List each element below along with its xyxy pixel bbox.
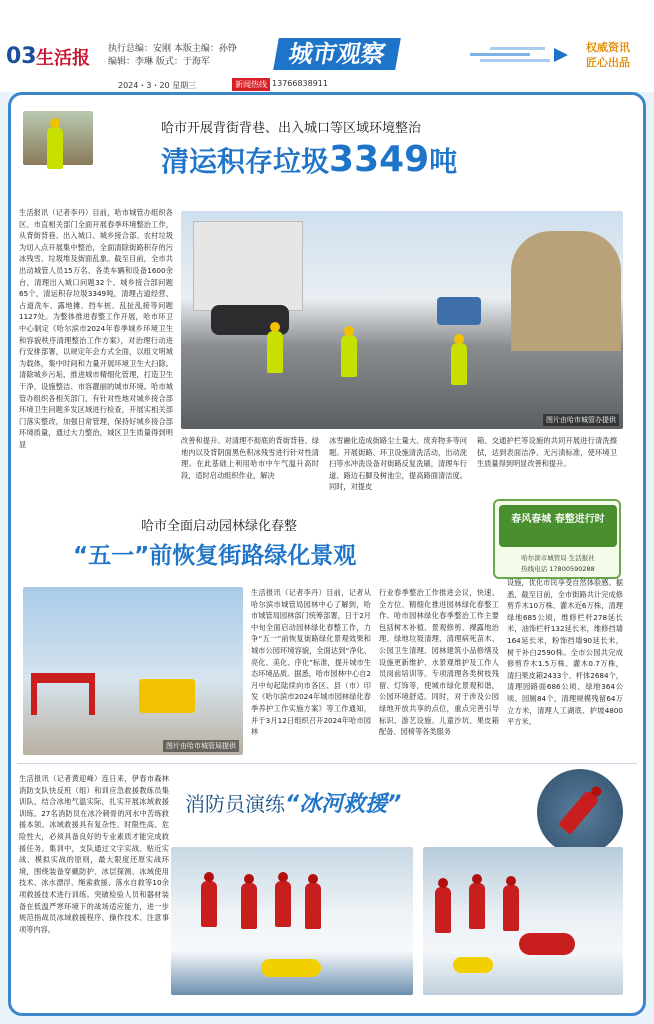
masthead <box>0 0 654 92</box>
story1-body-col3: 箱、交通护栏等设施的共同开展进行清洗擦拭，达到表面洁净、无污渍标准，使环境卫生质量得到明显改善和提升。 <box>477 436 617 469</box>
story1-subtitle: 哈市开展背街背巷、出入城口等区域环境整治 <box>161 121 422 136</box>
content-frame <box>8 92 646 1016</box>
ice-rescue-circle-photo <box>537 769 623 855</box>
staff-line: 执行总编：安刚 本版主编：孙铮 <box>108 44 237 54</box>
dateline: 2024・3・20 星期三 <box>118 81 197 90</box>
story2-subtitle: 哈市全面启动园林绿化春整 <box>141 519 298 534</box>
building-shape <box>193 221 303 311</box>
rescuer-float-shape <box>261 959 321 977</box>
speed-lines-decoration <box>470 44 570 66</box>
cleanup-thumbnail-photo <box>23 111 93 165</box>
story2-body-col3: 设施，优化市民享受自然体验感。据悉，截至目前，全市街路共计完成修剪乔木10万株、灌木近6万株，清理绿地685公顷，维修栏杆278延长米，油饰栏杆132延长米，维修挡墙164延长米，粉饰挡墙90延长米，树干补白2590株。全市公园共完成修剪乔木1.5万株、灌木0.7万株，清扫果皮箱2433个、杆体2684个，清理园路面686公顷、绿地364公顷、园厕84个，清理规模残留64万立方米，清理人工湖底、护坡4800平方米。 <box>507 578 623 727</box>
story1-title <box>161 139 457 180</box>
rescue-sled-shape <box>519 933 575 955</box>
slogan-line: 权威资讯 <box>586 41 630 54</box>
story1-body-col2: 冰雪融化造成街路尘土量大、废弃物多等问题。开展街路、环卫设施清洗活动，出动洗扫等水冲洗设备对街路反复洗刷，清理车行道、路边石脚及树池尘，提高路面清洁度。同时，对提皮 <box>329 436 467 492</box>
slogan-line: 匠心出品 <box>586 56 630 69</box>
page-number: 03 <box>6 44 37 69</box>
truck-shape <box>437 297 481 325</box>
pavilion-shape <box>511 231 621 351</box>
story1-title-prefix: 清运积存垃圾 <box>161 145 330 178</box>
slogan <box>586 40 630 70</box>
story2-photo-caption: 图片由哈市城管局提供 <box>163 740 239 752</box>
story3-title <box>185 787 401 818</box>
story1-body-left: 生活报讯（记者李丹）目前，哈市城管办组织各区、市直相关部门全面开展春季环境整治工作，从背街背巷、出入城口、城乡接合部、农村垃圾为切入点开展集中整治，全面清除街路积存的污冰残雪、垃圾堆及街面乱象。截至目前，全市共出动城管人员15万名、各类车辆和设备1600余台，清理出入城口问题32个、城乡接合部问题65个，清运积存垃圾3349吨，清理占道经营、占道洗车、露地摊、挡车桩、乱扯乱接等问题1127处。为整体推进春整工作开展，哈市环卫中心制定《哈尔滨市2024年春季城乡环境卫生和容貌秩序清理整治工作方案》，对治理行动进行安排部署，以规定年会方式全面，以组文明城为载体，集中时间和力量开展环境卫生大扫除。清除城乡污垢，推进城市精细化管理，打造卫生干净、设施整洁、市容靓丽的城市环境。哈市城管办组织各相关部门，有针对性地对城乡接合部环境卫生问题多发区域进行检查，开展实相关部门落实整改，加强日常管理，保持好城乡接合部环境质量，通过大力整治，城区卫生质量得到明显 <box>19 208 173 449</box>
staff-credits <box>108 43 237 69</box>
staff-line: 编辑：李琳 版式：于海军 <box>108 57 210 67</box>
park-greening-photo <box>23 587 243 755</box>
story1-title-number: 3349 <box>329 139 430 180</box>
section-title: 城市观察 <box>273 38 401 70</box>
paper-logo: 生活报 <box>36 48 90 69</box>
story-divider <box>17 763 637 764</box>
street-cleaning-photo <box>181 211 623 429</box>
victim-float-shape <box>453 957 493 973</box>
story2-title: “五一”前恢复街路绿化景观 <box>73 543 357 569</box>
ice-training-photo-right <box>423 847 623 995</box>
ice-training-photo-left <box>171 847 413 995</box>
story1-photo-caption: 图片由哈市城管办提供 <box>543 414 619 426</box>
lift-truck-shape <box>139 679 195 713</box>
park-gate-shape <box>31 673 95 715</box>
story3-title-quote: “冰河救援” <box>285 792 402 817</box>
story1-body-col1: 改善和提升。对清理不彻底的背街背巷、绿地内以及背阴面黑色积冰残雪进行针对性清理。在此基础上利用哈市中午气温升高时段，适时启动组织作业，解决 <box>181 436 319 480</box>
story1-title-suffix: 吨 <box>429 145 458 178</box>
badge-hotline: 热线电话 17800590288 <box>521 565 595 573</box>
badge-title: 春风春城 春整进行时 <box>499 505 617 547</box>
badge-org: 哈尔滨市城管局 生活报社 <box>521 554 595 562</box>
story2-body-col1: 生活报讯（记者李丹）目前，记者从哈尔滨市城管局园林中心了解到，哈市城管局园林部门统筹部署，日于2月中旬全面启动园林绿化春整工作，力争“五一”前恢复街路绿化景观效果和城市公园环境容貌，全面达到“净化、亮化、美化、序化”标准，提升城市生态环境品质。据悉，哈市园林中心自2月中旬起陆续向市各区、县（市）印发《哈尔滨市2024年城市园林绿化春季养护工作实施方案》等工作通知，并于3月12日组织召开2024年哈市园林 <box>251 588 371 737</box>
campaign-badge <box>493 499 621 579</box>
hotline-label: 新闻热线 <box>232 78 270 91</box>
hotline-number: 13766838911 <box>272 79 328 88</box>
story2-body-col2: 行业春季整治工作推进会议，快速、全方位、精细化推进园林绿化春整工作。哈市园林绿化春季整治工作主要包括树木补植、景观修剪、裸露地治理、绿地垃圾清理、清理病死苗木、公园卫生清理、园林建筑小品修缮及设施更新维护、水景观维护及工作人员岗前培训等。专项清理各类树枝残留、灯饰等，使城市绿化景观和谐，公园环境舒适。同时，对于涉及公园绿地开放共享的点位，重点完善引导标识、游艺设施、儿童沙坑、果皮箱配备、园椅等各类服务 <box>379 588 499 737</box>
story3-title-prefix: 消防员演练 <box>185 792 285 816</box>
story3-body: 生活报讯（记者黄迎峰）连日来，伊春市森林消防支队快反班（组）和训应急救援教练员集训队，结合冰地气温实际，扎实开展冰域救援训练。27名消防员在冰冷刺骨的河水中苦练救援本领。冰域救援具有复杂性、时限性高、危险性大，必须具备良好的专业素质才能完成救援任务。集训中，支队通过文字实战、贴近实战、模拟实战的原则，最大限度还原实战环境，围绕装备穿戴防护、冰层探测、冰域使用技术、冰水漂浮、绳索救援、落水自救等10余项救援技术进行训练。突破检验人员和器材装备在低温严寒环境下的战场适应能力，进一步规范指战员冰域救援程序、操作技术、注意事项等内容。 <box>19 774 169 934</box>
